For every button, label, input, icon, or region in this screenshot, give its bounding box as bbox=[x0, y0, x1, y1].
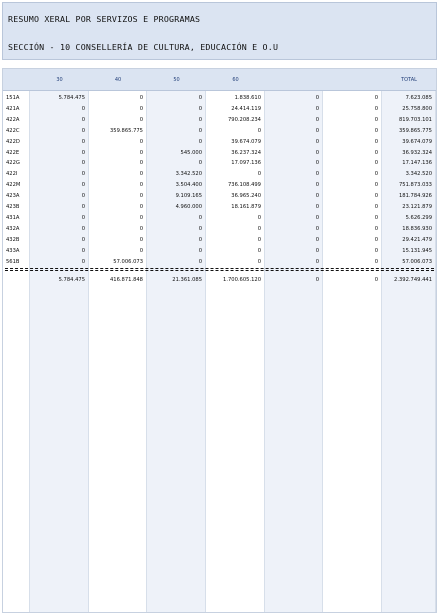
program-code: 423A bbox=[6, 193, 20, 200]
program-code: 432A bbox=[6, 225, 20, 232]
column-header: TOTAL bbox=[401, 77, 417, 83]
amount-cell: 7.623.085 bbox=[405, 95, 432, 101]
amount-cell: 15.131.945 bbox=[402, 247, 432, 254]
amount-cell: 25.758.800 bbox=[402, 105, 432, 112]
amount-cell: 0 bbox=[139, 171, 143, 178]
table-row bbox=[3, 181, 436, 189]
amount-cell: 0 bbox=[198, 236, 202, 243]
amount-cell: 3.342.520 bbox=[175, 171, 202, 178]
program-code: 422D bbox=[6, 138, 20, 145]
amount-cell: 0 bbox=[139, 247, 143, 254]
amount-cell: 0 bbox=[374, 204, 378, 210]
amount-cell: 0 bbox=[315, 258, 319, 265]
amount-cell: 21.361.085 bbox=[172, 277, 202, 283]
program-code: 422C bbox=[6, 127, 20, 134]
column-header: 40 bbox=[114, 77, 122, 83]
amount-cell: 3.504.400 bbox=[175, 182, 202, 189]
report-title: RESUMO XERAL POR SERVIZOS E PROGRAMAS bbox=[8, 14, 201, 24]
amount-cell: 0 bbox=[81, 182, 85, 189]
amount-cell: 5.784.475 bbox=[58, 95, 85, 101]
amount-cell: 2.392.749.441 bbox=[394, 277, 432, 283]
amount-cell: 0 bbox=[374, 277, 378, 283]
amount-cell: 0 bbox=[81, 160, 85, 167]
table-header-row bbox=[3, 69, 436, 91]
amount-cell: 17.147.136 bbox=[402, 160, 432, 167]
amount-cell: 0 bbox=[198, 160, 202, 167]
amount-cell: 0 bbox=[374, 149, 378, 156]
amount-cell: 0 bbox=[257, 225, 261, 232]
amount-cell: 0 bbox=[198, 105, 202, 112]
amount-cell: 0 bbox=[315, 247, 319, 254]
summary-table bbox=[2, 68, 437, 613]
amount-cell: 0 bbox=[139, 105, 143, 112]
amount-cell: 1.838.610 bbox=[234, 95, 261, 101]
amount-cell: 57.006.073 bbox=[113, 258, 143, 265]
amount-cell: 36.237.324 bbox=[231, 149, 261, 156]
amount-cell: 0 bbox=[374, 182, 378, 189]
amount-cell: 0 bbox=[198, 95, 202, 101]
amount-cell: 0 bbox=[198, 214, 202, 221]
section-title: SECCIÓN - 10 CONSELLERÍA DE CULTURA, EDUCACIÓN E O.U bbox=[8, 42, 279, 52]
amount-cell: 181.784.926 bbox=[398, 193, 432, 200]
program-code: 421A bbox=[6, 105, 20, 112]
program-code: 561B bbox=[6, 258, 20, 265]
amount-cell: 4.960.000 bbox=[175, 204, 202, 210]
amount-cell: 736.108.499 bbox=[227, 182, 261, 189]
amount-cell: 0 bbox=[198, 127, 202, 134]
amount-cell: 0 bbox=[374, 171, 378, 178]
amount-cell: 0 bbox=[374, 138, 378, 145]
amount-cell: 0 bbox=[81, 138, 85, 145]
table-row bbox=[3, 149, 436, 157]
amount-cell: 36.932.324 bbox=[402, 149, 432, 156]
table-row bbox=[3, 247, 436, 255]
program-code: 433A bbox=[6, 247, 20, 254]
amount-cell: 0 bbox=[81, 225, 85, 232]
amount-cell: 0 bbox=[81, 214, 85, 221]
amount-cell: 0 bbox=[81, 247, 85, 254]
amount-cell: 359.865.775 bbox=[109, 127, 143, 134]
amount-cell: 0 bbox=[139, 95, 143, 101]
amount-cell: 0 bbox=[315, 204, 319, 210]
program-code: 432B bbox=[6, 236, 20, 243]
amount-cell: 18.836.930 bbox=[402, 225, 432, 232]
amount-cell: 0 bbox=[81, 149, 85, 156]
table-row bbox=[3, 159, 436, 167]
amount-cell: 0 bbox=[139, 193, 143, 200]
amount-cell: 0 bbox=[315, 214, 319, 221]
amount-cell: 0 bbox=[374, 193, 378, 200]
amount-cell: 0 bbox=[81, 204, 85, 210]
amount-cell: 57.006.073 bbox=[402, 258, 432, 265]
table-row bbox=[3, 94, 436, 102]
amount-cell: 0 bbox=[139, 204, 143, 210]
table-row bbox=[3, 105, 436, 113]
amount-cell: 819.703.101 bbox=[398, 116, 432, 123]
table-row bbox=[3, 192, 436, 200]
table-row bbox=[3, 236, 436, 244]
table-row bbox=[3, 258, 436, 266]
amount-cell: 359.865.775 bbox=[398, 127, 432, 134]
amount-cell: 29.421.479 bbox=[402, 236, 432, 243]
program-code: 422E bbox=[6, 149, 20, 156]
amount-cell: 545.000 bbox=[180, 149, 202, 156]
amount-cell: 0 bbox=[139, 182, 143, 189]
amount-cell: 0 bbox=[81, 171, 85, 178]
amount-cell: 39.674.079 bbox=[231, 138, 261, 145]
table-row bbox=[3, 214, 436, 222]
amount-cell: 0 bbox=[315, 127, 319, 134]
amount-cell: 0 bbox=[198, 138, 202, 145]
program-code: 423B bbox=[6, 204, 20, 210]
amount-cell: 3.342.520 bbox=[405, 171, 432, 178]
amount-cell: 0 bbox=[139, 225, 143, 232]
amount-cell: 0 bbox=[139, 160, 143, 167]
program-code: 422A bbox=[6, 116, 20, 123]
amount-cell: 0 bbox=[374, 116, 378, 123]
amount-cell: 0 bbox=[374, 95, 378, 101]
amount-cell: 0 bbox=[315, 105, 319, 112]
amount-cell: 0 bbox=[257, 214, 261, 221]
amount-cell: 0 bbox=[315, 193, 319, 200]
amount-cell: 0 bbox=[374, 105, 378, 112]
amount-cell: 0 bbox=[374, 236, 378, 243]
amount-cell: 0 bbox=[139, 214, 143, 221]
amount-cell: 0 bbox=[315, 236, 319, 243]
amount-cell: 0 bbox=[315, 116, 319, 123]
amount-cell: 0 bbox=[81, 105, 85, 112]
program-code: 431A bbox=[6, 214, 20, 221]
amount-cell: 0 bbox=[198, 247, 202, 254]
amount-cell: 17.097.136 bbox=[231, 160, 261, 167]
amount-cell: 0 bbox=[374, 127, 378, 134]
amount-cell: 0 bbox=[81, 258, 85, 265]
table-row bbox=[3, 225, 436, 233]
amount-cell: 0 bbox=[315, 149, 319, 156]
program-code: 151A bbox=[6, 95, 20, 101]
amount-cell: 36.965.240 bbox=[231, 193, 261, 200]
amount-cell: 0 bbox=[374, 258, 378, 265]
amount-cell: 0 bbox=[257, 236, 261, 243]
amount-cell: 0 bbox=[81, 127, 85, 134]
amount-cell: 0 bbox=[315, 138, 319, 145]
amount-cell: 0 bbox=[257, 127, 261, 134]
amount-cell: 751.873.033 bbox=[398, 182, 432, 189]
total-separator bbox=[5, 268, 434, 269]
amount-cell: 0 bbox=[257, 258, 261, 265]
amount-cell: 0 bbox=[257, 171, 261, 178]
amount-cell: 1.700.605.120 bbox=[223, 277, 261, 283]
program-code: 422G bbox=[6, 160, 20, 167]
amount-cell: 790.208.234 bbox=[227, 116, 261, 123]
amount-cell: 0 bbox=[315, 171, 319, 178]
amount-cell: 0 bbox=[81, 193, 85, 200]
total-separator bbox=[5, 270, 434, 271]
amount-cell: 0 bbox=[374, 214, 378, 221]
amount-cell: 0 bbox=[198, 258, 202, 265]
amount-cell: 0 bbox=[315, 277, 319, 283]
amount-cell: 0 bbox=[374, 247, 378, 254]
amount-cell: 0 bbox=[81, 116, 85, 123]
amount-cell: 0 bbox=[139, 116, 143, 123]
amount-cell: 5.784.475 bbox=[58, 277, 85, 283]
table-row bbox=[3, 170, 436, 178]
amount-cell: 0 bbox=[81, 236, 85, 243]
amount-cell: 0 bbox=[315, 182, 319, 189]
amount-cell: 18.161.879 bbox=[231, 204, 261, 210]
column-header: 50 bbox=[173, 77, 180, 83]
table-row bbox=[3, 127, 436, 135]
amount-cell: 0 bbox=[198, 225, 202, 232]
amount-cell: 23.121.879 bbox=[402, 204, 432, 210]
table-row bbox=[3, 203, 436, 211]
amount-cell: 39.674.079 bbox=[402, 138, 432, 145]
table-row bbox=[3, 138, 436, 146]
amount-cell: 0 bbox=[198, 116, 202, 123]
program-code: 422I bbox=[6, 171, 18, 178]
amount-cell: 5.626.299 bbox=[405, 214, 432, 221]
column-header: 60 bbox=[232, 77, 239, 83]
amount-cell: 416.871.848 bbox=[109, 277, 143, 283]
amount-cell: 0 bbox=[257, 247, 261, 254]
report-header bbox=[2, 2, 437, 60]
table-row bbox=[3, 116, 436, 124]
amount-cell: 0 bbox=[315, 225, 319, 232]
amount-cell: 0 bbox=[139, 149, 143, 156]
amount-cell: 24.414.119 bbox=[231, 105, 261, 112]
amount-cell: 0 bbox=[139, 138, 143, 145]
totals-row bbox=[3, 276, 436, 284]
column-header: 30 bbox=[56, 77, 63, 83]
amount-cell: 0 bbox=[315, 160, 319, 167]
amount-cell: 0 bbox=[374, 160, 378, 167]
amount-cell: 0 bbox=[315, 95, 319, 101]
amount-cell: 0 bbox=[374, 225, 378, 232]
program-code: 422M bbox=[6, 182, 21, 189]
amount-cell: 0 bbox=[139, 236, 143, 243]
amount-cell: 9.109.165 bbox=[175, 193, 202, 200]
